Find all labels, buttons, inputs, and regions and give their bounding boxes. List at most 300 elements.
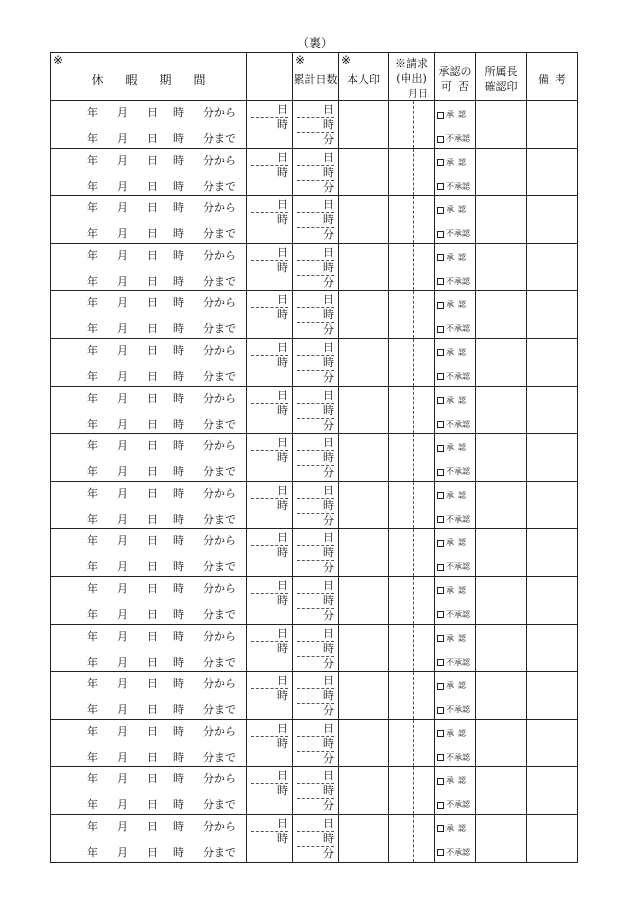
head-seal-cell[interactable] <box>476 624 527 672</box>
period-cell[interactable] <box>51 719 247 767</box>
month-unit: 月 <box>117 845 128 859</box>
counts-cell[interactable] <box>247 386 293 434</box>
total-min-unit: 分 <box>323 323 334 337</box>
total-min-unit: 分 <box>323 608 334 622</box>
period-to <box>51 513 246 527</box>
total-min-unit: 分 <box>323 704 334 718</box>
month-unit: 月 <box>117 512 128 526</box>
total-day-unit: 日 <box>323 816 334 830</box>
total-day-unit: 日 <box>323 674 334 688</box>
counts-cell[interactable] <box>247 148 293 196</box>
approve-label: 承認 <box>446 585 470 595</box>
month-unit: 月 <box>117 274 128 288</box>
seal-cell[interactable] <box>339 624 389 672</box>
seal-cell[interactable] <box>339 338 389 386</box>
reject-option[interactable] <box>437 324 470 334</box>
total-cell[interactable] <box>293 101 339 149</box>
request-date-cell[interactable] <box>389 814 435 862</box>
seal-cell[interactable] <box>339 243 389 291</box>
total-min-unit: 分 <box>323 656 334 670</box>
approve-option[interactable] <box>437 443 470 453</box>
header-request-date: 月日 <box>408 89 428 100</box>
from-unit: 分から <box>203 153 236 167</box>
total-cell[interactable] <box>293 243 339 291</box>
period-cell[interactable] <box>51 434 247 482</box>
note-cell[interactable] <box>527 434 578 482</box>
total-cell[interactable] <box>293 624 339 672</box>
head-seal-cell[interactable] <box>476 672 527 720</box>
counts-cell[interactable] <box>247 434 293 482</box>
note-cell[interactable] <box>527 243 578 291</box>
approval-cell <box>435 434 476 482</box>
reject-option[interactable] <box>437 134 470 144</box>
period-to <box>51 465 246 479</box>
period-cell[interactable] <box>51 672 247 720</box>
to-unit: 分まで <box>203 798 236 812</box>
head-seal-cell[interactable] <box>476 386 527 434</box>
reject-label: 不承認 <box>446 514 470 524</box>
dashed-divider <box>413 196 414 243</box>
hour-unit: 時 <box>173 534 184 548</box>
checkbox-icon[interactable] <box>437 564 444 571</box>
period-from <box>51 106 246 120</box>
table-row <box>51 386 578 434</box>
approve-option[interactable] <box>437 538 470 548</box>
total-day-unit: 日 <box>323 245 334 259</box>
checkbox-icon[interactable] <box>437 611 444 618</box>
count-hour-unit: 時 <box>277 546 288 560</box>
note-cell[interactable] <box>527 101 578 149</box>
checkbox-icon[interactable] <box>437 254 444 261</box>
seal-cell[interactable] <box>339 434 389 482</box>
checkbox-icon[interactable] <box>437 397 444 404</box>
dashed-divider <box>413 720 414 767</box>
total-cell[interactable] <box>293 481 339 529</box>
table-row <box>51 243 578 291</box>
checkbox-icon[interactable] <box>437 231 444 238</box>
approve-option[interactable] <box>437 396 470 406</box>
counts-cell[interactable] <box>247 101 293 149</box>
note-cell[interactable] <box>527 719 578 767</box>
reject-option[interactable] <box>437 753 470 763</box>
checkbox-icon[interactable] <box>437 516 444 523</box>
count-hour-unit: 時 <box>277 498 288 512</box>
day-unit: 日 <box>147 439 158 453</box>
checkbox-icon[interactable] <box>437 778 444 785</box>
from-unit: 分から <box>203 391 236 405</box>
hour-unit: 時 <box>173 106 184 119</box>
head-seal-cell[interactable] <box>476 434 527 482</box>
reject-label: 不承認 <box>446 800 470 810</box>
counts-cell[interactable] <box>247 672 293 720</box>
total-day-unit: 日 <box>323 578 334 592</box>
reject-option[interactable] <box>437 182 470 192</box>
seal-cell[interactable] <box>339 719 389 767</box>
checkbox-icon[interactable] <box>437 373 444 380</box>
checkbox-icon[interactable] <box>437 112 444 119</box>
note-cell[interactable] <box>527 767 578 815</box>
note-cell[interactable] <box>527 196 578 244</box>
counts-cell[interactable] <box>247 719 293 767</box>
reject-option[interactable] <box>437 562 470 572</box>
reject-label: 不承認 <box>446 609 470 619</box>
counts-cell[interactable] <box>247 481 293 529</box>
checkbox-icon[interactable] <box>437 183 444 190</box>
reject-option[interactable] <box>437 467 470 477</box>
dashed-divider <box>413 529 414 576</box>
checkbox-icon[interactable] <box>437 825 444 832</box>
approve-option[interactable] <box>437 300 470 310</box>
total-hour-unit: 時 <box>323 260 334 274</box>
dashed-divider <box>413 101 414 148</box>
period-cell[interactable] <box>51 529 247 577</box>
month-unit: 月 <box>117 153 128 167</box>
request-date-cell[interactable] <box>389 243 435 291</box>
approve-label: 承認 <box>446 823 470 833</box>
year-unit: 年 <box>87 772 98 786</box>
year-unit: 年 <box>87 296 98 310</box>
total-cell[interactable] <box>293 386 339 434</box>
seal-cell[interactable] <box>339 481 389 529</box>
approve-label: 承認 <box>446 443 470 453</box>
total-cell[interactable] <box>293 672 339 720</box>
seal-cell[interactable] <box>339 101 389 149</box>
head-seal-cell[interactable] <box>476 767 527 815</box>
checkbox-icon[interactable] <box>437 635 444 642</box>
request-date-cell[interactable] <box>389 386 435 434</box>
approve-option[interactable] <box>437 586 470 596</box>
header-approval-l2: 可否 <box>441 80 475 93</box>
note-cell[interactable] <box>527 576 578 624</box>
period-cell[interactable] <box>51 481 247 529</box>
request-date-cell[interactable] <box>389 672 435 720</box>
approve-option[interactable] <box>437 205 470 215</box>
head-seal-cell[interactable] <box>476 481 527 529</box>
request-date-cell[interactable] <box>389 481 435 529</box>
request-date-cell[interactable] <box>389 196 435 244</box>
checkbox-icon[interactable] <box>437 349 444 356</box>
note-cell[interactable] <box>527 624 578 672</box>
period-cell[interactable] <box>51 386 247 434</box>
approve-option[interactable] <box>437 681 470 691</box>
request-date-cell[interactable] <box>389 719 435 767</box>
request-date-cell[interactable] <box>389 148 435 196</box>
total-hour-unit: 時 <box>323 451 334 465</box>
period-cell[interactable] <box>51 576 247 624</box>
period-cell[interactable] <box>51 814 247 862</box>
note-cell[interactable] <box>527 481 578 529</box>
note-cell[interactable] <box>527 338 578 386</box>
reject-option[interactable] <box>437 515 470 525</box>
reject-label: 不承認 <box>446 324 470 334</box>
request-date-cell[interactable] <box>389 291 435 339</box>
approval-cell <box>435 243 476 291</box>
approve-option[interactable] <box>437 110 470 120</box>
table-row <box>51 672 578 720</box>
approve-option[interactable] <box>437 253 470 263</box>
checkbox-icon[interactable] <box>437 136 444 143</box>
reject-label: 不承認 <box>446 229 470 239</box>
year-unit: 年 <box>87 369 98 383</box>
approve-label: 承認 <box>446 252 470 262</box>
counts-cell[interactable] <box>247 529 293 577</box>
period-cell[interactable] <box>51 291 247 339</box>
reject-option[interactable] <box>437 848 470 858</box>
count-hour-unit: 時 <box>277 593 288 607</box>
approve-label: 承認 <box>446 490 470 500</box>
month-unit: 月 <box>117 655 128 669</box>
reject-label: 不承認 <box>446 181 470 191</box>
total-cell[interactable] <box>293 814 339 862</box>
header-total <box>293 53 339 101</box>
checkbox-icon[interactable] <box>437 849 444 856</box>
head-seal-cell[interactable] <box>476 814 527 862</box>
reject-option[interactable] <box>437 372 470 382</box>
seal-cell[interactable] <box>339 196 389 244</box>
day-unit: 日 <box>147 106 158 119</box>
reject-option[interactable] <box>437 277 470 287</box>
period-to <box>51 370 246 384</box>
header-counts <box>247 53 293 101</box>
approval-cell <box>435 624 476 672</box>
day-unit: 日 <box>147 534 158 548</box>
total-day-unit: 日 <box>323 103 334 116</box>
period-from <box>51 392 246 406</box>
day-unit: 日 <box>147 512 158 526</box>
checkbox-icon[interactable] <box>437 802 444 809</box>
counts-cell[interactable] <box>247 243 293 291</box>
from-unit: 分から <box>203 201 236 215</box>
day-unit: 日 <box>147 724 158 738</box>
head-seal-cell[interactable] <box>476 148 527 196</box>
day-unit: 日 <box>147 274 158 288</box>
approve-option[interactable] <box>437 634 470 644</box>
to-unit: 分まで <box>203 132 236 145</box>
head-seal-cell[interactable] <box>476 101 527 149</box>
total-day-unit: 日 <box>323 293 334 307</box>
request-date-cell[interactable] <box>389 576 435 624</box>
total-cell[interactable] <box>293 434 339 482</box>
total-cell[interactable] <box>293 529 339 577</box>
checkbox-icon[interactable] <box>437 659 444 666</box>
from-unit: 分から <box>203 724 236 738</box>
checkbox-icon[interactable] <box>437 492 444 499</box>
seal-cell[interactable] <box>339 291 389 339</box>
total-min-unit: 分 <box>323 799 334 813</box>
request-date-cell[interactable] <box>389 338 435 386</box>
to-unit: 分まで <box>203 227 236 241</box>
checkbox-icon[interactable] <box>437 159 444 166</box>
month-unit: 月 <box>117 391 128 405</box>
request-date-cell[interactable] <box>389 624 435 672</box>
total-hour-unit: 時 <box>323 689 334 703</box>
approve-option[interactable] <box>437 348 470 358</box>
month-unit: 月 <box>117 248 128 262</box>
head-seal-cell[interactable] <box>476 529 527 577</box>
period-from <box>51 772 246 786</box>
period-to <box>51 418 246 432</box>
count-hour-unit: 時 <box>277 355 288 369</box>
approve-option[interactable] <box>437 491 470 501</box>
head-seal-cell[interactable] <box>476 576 527 624</box>
period-cell[interactable] <box>51 338 247 386</box>
seal-cell[interactable] <box>339 576 389 624</box>
counts-cell[interactable] <box>247 196 293 244</box>
request-date-cell[interactable] <box>389 767 435 815</box>
hour-unit: 時 <box>173 724 184 738</box>
note-cell[interactable] <box>527 291 578 339</box>
count-day-unit: 日 <box>277 721 288 735</box>
approve-label: 承認 <box>446 300 470 310</box>
to-unit: 分まで <box>203 703 236 717</box>
total-cell[interactable] <box>293 196 339 244</box>
checkbox-icon[interactable] <box>437 421 444 428</box>
reject-option[interactable] <box>437 800 470 810</box>
month-unit: 月 <box>117 629 128 643</box>
count-day-unit: 日 <box>277 483 288 497</box>
dashed-divider <box>413 577 414 624</box>
approve-option[interactable] <box>437 158 470 168</box>
period-from <box>51 201 246 215</box>
checkbox-icon[interactable] <box>437 445 444 452</box>
dashed-divider <box>413 625 414 672</box>
year-unit: 年 <box>87 439 98 453</box>
total-cell[interactable] <box>293 767 339 815</box>
counts-cell[interactable] <box>247 767 293 815</box>
total-min-unit: 分 <box>323 180 334 194</box>
head-seal-cell[interactable] <box>476 243 527 291</box>
note-cell[interactable] <box>527 814 578 862</box>
period-from <box>51 820 246 834</box>
count-hour-unit: 時 <box>277 213 288 227</box>
seal-cell[interactable] <box>339 386 389 434</box>
period-cell[interactable] <box>51 243 247 291</box>
counts-cell[interactable] <box>247 624 293 672</box>
checkbox-icon[interactable] <box>437 707 444 714</box>
total-cell[interactable] <box>293 291 339 339</box>
reject-option[interactable] <box>437 229 470 239</box>
request-date-cell[interactable] <box>389 101 435 149</box>
approve-option[interactable] <box>437 776 470 786</box>
seal-cell[interactable] <box>339 148 389 196</box>
month-unit: 月 <box>117 417 128 431</box>
period-cell[interactable] <box>51 196 247 244</box>
checkbox-icon[interactable] <box>437 207 444 214</box>
checkbox-icon[interactable] <box>437 326 444 333</box>
dashed-divider <box>413 339 414 386</box>
hour-unit: 時 <box>173 391 184 405</box>
counts-cell[interactable] <box>247 291 293 339</box>
year-unit: 年 <box>87 417 98 431</box>
checkbox-icon[interactable] <box>437 730 444 737</box>
reject-option[interactable] <box>437 705 470 715</box>
year-unit: 年 <box>87 750 98 764</box>
year-unit: 年 <box>87 153 98 167</box>
period-to <box>51 180 246 194</box>
request-date-cell[interactable] <box>389 434 435 482</box>
head-seal-cell[interactable] <box>476 338 527 386</box>
hour-unit: 時 <box>173 369 184 383</box>
to-unit: 分まで <box>203 274 236 288</box>
seal-cell[interactable] <box>339 767 389 815</box>
note-cell[interactable] <box>527 672 578 720</box>
from-unit: 分から <box>203 677 236 691</box>
day-unit: 日 <box>147 772 158 786</box>
table-row <box>51 101 578 149</box>
period-cell[interactable] <box>51 624 247 672</box>
approve-option[interactable] <box>437 824 470 834</box>
count-day-unit: 日 <box>277 436 288 450</box>
count-day-unit: 日 <box>277 769 288 783</box>
year-unit: 年 <box>87 179 98 193</box>
count-day-unit: 日 <box>277 626 288 640</box>
seal-cell[interactable] <box>339 814 389 862</box>
hour-unit: 時 <box>173 153 184 167</box>
note-cell[interactable] <box>527 148 578 196</box>
period-cell[interactable] <box>51 767 247 815</box>
total-cell[interactable] <box>293 719 339 767</box>
period-from <box>51 439 246 453</box>
hour-unit: 時 <box>173 296 184 310</box>
total-hour-unit: 時 <box>323 593 334 607</box>
day-unit: 日 <box>147 322 158 336</box>
from-unit: 分から <box>203 248 236 262</box>
seal-cell[interactable] <box>339 529 389 577</box>
day-unit: 日 <box>147 132 158 145</box>
seal-cell[interactable] <box>339 672 389 720</box>
year-unit: 年 <box>87 248 98 262</box>
checkbox-icon[interactable] <box>437 278 444 285</box>
count-day-unit: 日 <box>277 245 288 259</box>
header-seal <box>339 53 389 101</box>
approve-option[interactable] <box>437 729 470 739</box>
checkbox-icon[interactable] <box>437 587 444 594</box>
checkbox-icon[interactable] <box>437 683 444 690</box>
reject-option[interactable] <box>437 610 470 620</box>
hour-unit: 時 <box>173 343 184 357</box>
note-cell[interactable] <box>527 386 578 434</box>
counts-cell[interactable] <box>247 576 293 624</box>
day-unit: 日 <box>147 296 158 310</box>
total-cell[interactable] <box>293 576 339 624</box>
hour-unit: 時 <box>173 750 184 764</box>
request-date-cell[interactable] <box>389 529 435 577</box>
total-cell[interactable] <box>293 338 339 386</box>
head-seal-cell[interactable] <box>476 291 527 339</box>
period-cell[interactable] <box>51 101 247 149</box>
note-cell[interactable] <box>527 529 578 577</box>
total-min-unit: 分 <box>323 513 334 527</box>
reject-option[interactable] <box>437 658 470 668</box>
head-seal-cell[interactable] <box>476 196 527 244</box>
counts-cell[interactable] <box>247 338 293 386</box>
total-cell[interactable] <box>293 148 339 196</box>
period-cell[interactable] <box>51 148 247 196</box>
month-unit: 月 <box>117 750 128 764</box>
head-seal-cell[interactable] <box>476 719 527 767</box>
checkbox-icon[interactable] <box>437 754 444 761</box>
count-hour-unit: 時 <box>277 308 288 322</box>
counts-cell[interactable] <box>247 814 293 862</box>
to-unit: 分まで <box>203 607 236 621</box>
year-unit: 年 <box>87 534 98 548</box>
total-day-unit: 日 <box>323 436 334 450</box>
checkbox-icon[interactable] <box>437 302 444 309</box>
reject-option[interactable] <box>437 420 470 430</box>
total-hour-unit: 時 <box>323 118 334 131</box>
checkbox-icon[interactable] <box>437 469 444 476</box>
checkbox-icon[interactable] <box>437 540 444 547</box>
